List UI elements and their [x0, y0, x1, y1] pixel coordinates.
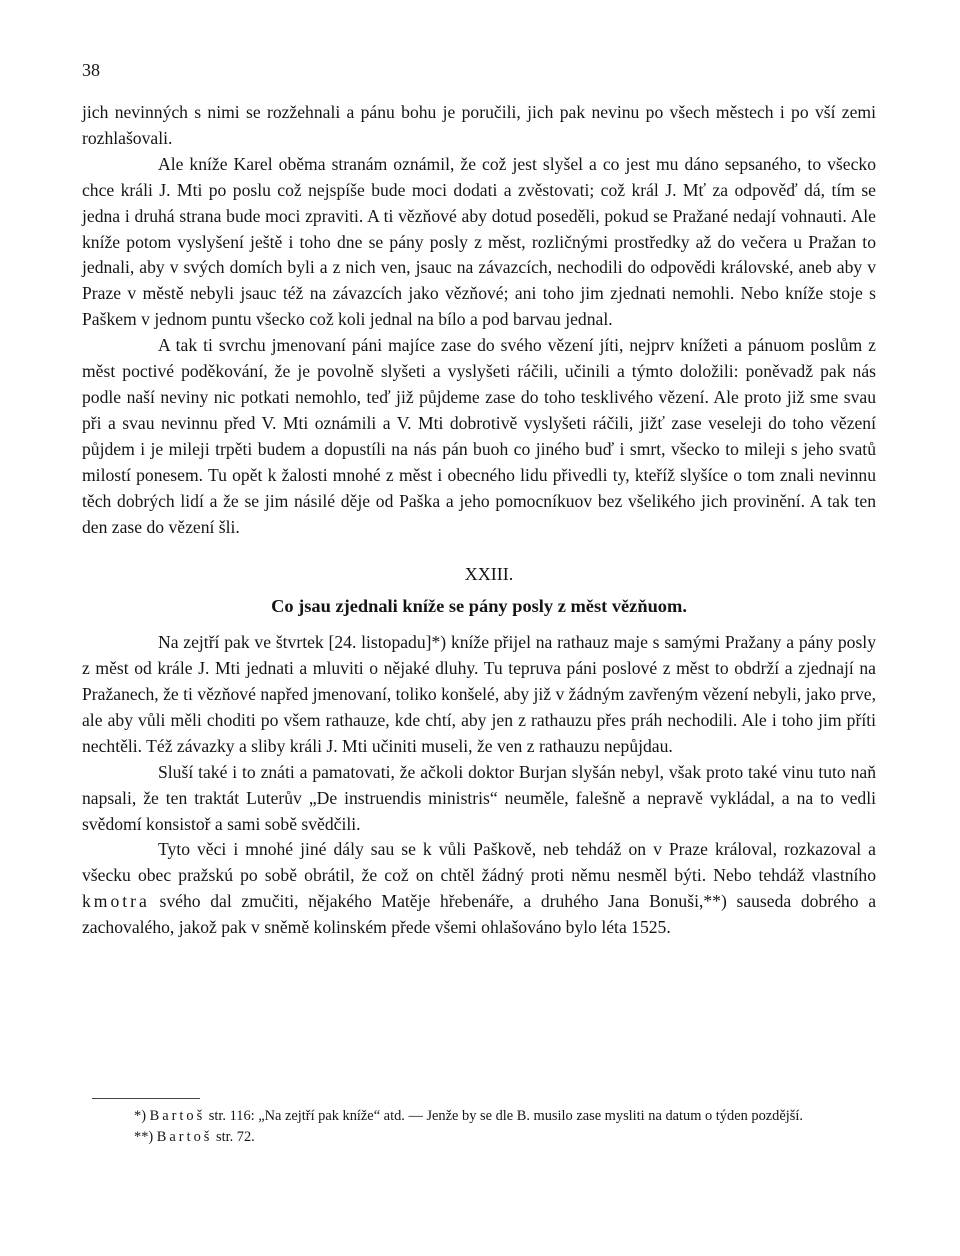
footnote-text: str. 72. — [215, 1129, 255, 1145]
spaced-word: kmotra — [82, 891, 150, 912]
footnotes — [134, 1106, 884, 1148]
footnote-author: Bartoš — [149, 1108, 206, 1124]
footnote-marker: **) — [134, 1129, 154, 1145]
footnote-marker: *) — [134, 1108, 146, 1124]
paragraph: Ale kníže Karel oběma stranám oznámil, že což jest slyšel a co jest mu dáno sepsaného, to všecko chce králi J. Mti po poslu což nejspíše bude moci dodati a zvěstovati; což král J. Mť za odpověď dá, tím se jedna i druhá strana bude moci zpraviti. A ti vězňové aby dotud poseděli, pokud se Pražané nedají vohnauti. Ale kníže potom vyslyšení ještě i toho dne se pány posly z měst, rozličnými prostředky až do večera u Pražan to jednali, aby v svých domích byli a z nich ven, jsauc na závazcích, nechodili do odpovědi královské, aneb aby v Praze v městě nebyli jsauc též na závazcích jako vězňové; ani toho jim zjednati nemohli. Nebo kníže stoje s Paškem v jednom puntu všecko což koli jednal na bílo a pod barvau jednal. — [82, 153, 876, 330]
paragraph — [82, 837, 876, 941]
footnote — [134, 1106, 884, 1127]
body-text — [82, 100, 876, 941]
footnote-text: str. 116: „Na zejtří pak kníže“ atd. — Jenže by se dle B. musilo zase mysliti na datum o týden pozdější. — [208, 1108, 803, 1124]
paragraph-text: svého dal zmučiti, nějakého Matěje hřebenáře, a druhého Jana Bonuši,**) sauseda dobrého a zachovalého, jakož pak v sněmě kolinském přede všemi ohlašováno bylo léta 1525. — [82, 891, 877, 938]
chapter-number: XXIII. — [464, 564, 514, 585]
chapter-title: Co jsau zjednali kníže se pány posly z měst vězňuom. — [271, 596, 687, 617]
footnote-divider — [92, 1098, 200, 1099]
footnote — [134, 1127, 884, 1148]
paragraph: Sluší také i to znáti a pamatovati, že ačkoli doktor Burjan slyšán nebyl, však proto také vinu tuto naň napsali, že ten traktát Luterův „De instruendis ministris“ neuměle, falešně a nepravě vykládal, a na to vedli svědomí konsistoř a sami sobě svědčili. — [82, 761, 876, 834]
footnote-author: Bartoš — [156, 1129, 213, 1145]
paragraph: jich nevinných s nimi se rozžehnali a pánu bohu je poručili, jich pak nevinu po všech městech i po vší zemi rozhlašovali. — [82, 102, 876, 148]
paragraph: A tak ti svrchu jmenovaní páni majíce zase do svého vězení jíti, nejprv knížeti a pánuom poslům z měst poctivé poděkování, že je povolně slyšeti a vyslyšeti ráčili, učinili a týmto doložili: poněvadž pak nás podle naší neviny nic potkati nemohlo, teď již půjdeme zase do toho tesklivého vězení. Ale proto již sme svau při a svau nevinnu před V. Mti oznámili a V. Mti dobrotivě vyslyšeti ráčili, jižť zase veseleji do toho vězení půjdem i je mileji trpěti budem a dopustíli na nás pán buoh co jiného buď i smrt, všecko to mileji s jeho svatů milostí ponesem. Tu opět k žalosti mnohé z měst i obecného lidu přivedli ty, kteříž slyšíce o tom znali nevinnu těch dobrých lidí a že se jim násilé děje od Paška a jeho pomocníkuov bez všelikého jich provinění. A tak ten den zase do vězení šli. — [82, 335, 876, 537]
paragraph-text: Tyto věci i mnohé jiné dály sau se k vůli Paškově, neb tehdáž on v Praze královal, rozkazoval a všecku obec pražskú po sobě obrátil, že což on chtěl žádný proti němu nesměl býti. Nebo tehdáž vlastního — [82, 839, 876, 886]
page-number: 38 — [82, 60, 100, 80]
paragraph: Na zejtří pak ve štvrtek [24. listopadu]*) kníže přijel na rathauz maje s samými Pražany a pány posly z měst od krále J. Mti jednati a mluviti o nějaké dluhy. Tu tepruva páni poslové z měst to obdrží a zjednají na Pražanech, že ti vězňové napřed jmenovaní, toliko konšelé, aby již v žádným zavřeným vězení nebyli, jako prve, ale aby vůli měli choditi po všem rathauze, kde chtí, aby jen z rathauzu přes práh nechodili. Ale i toho jim příti nechtěli. Též závazky a sliby králi J. Mti učiniti museli, že ven z rathauzu nepůjdau. — [82, 632, 876, 756]
